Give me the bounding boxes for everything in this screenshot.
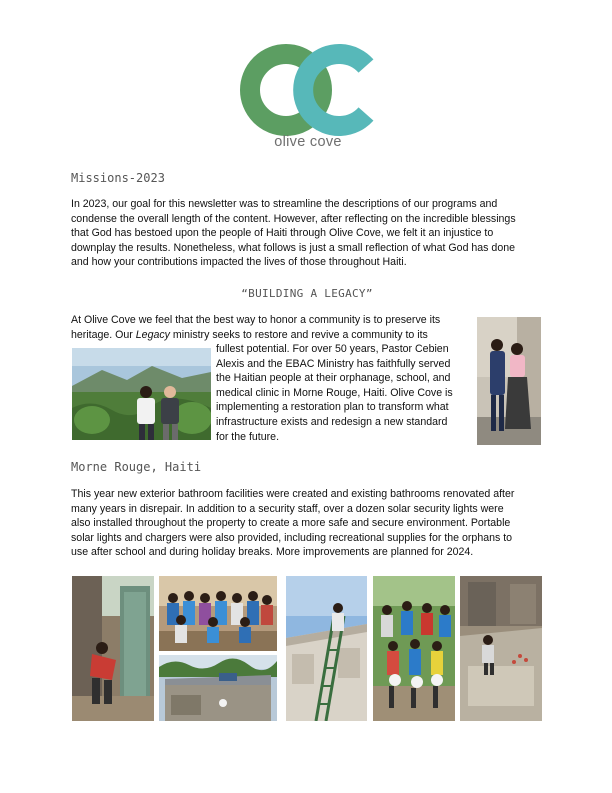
legacy-body xyxy=(216,342,472,444)
morne-rouge-line: This year new exterior bathroom facilities were created and existing bathrooms renovated after xyxy=(71,488,515,500)
legacy-line: At Olive Cove we feel that the best way to honor a community is to preserve its xyxy=(71,314,441,326)
legacy-line: medical clinic in Morne Rouge, Haiti. Olive Cove is xyxy=(216,386,453,399)
photo-pastor-and-visitor xyxy=(72,348,211,440)
morne-rouge-line: many years in disrepair. In addition to a security staff, over a dozen solar security lights were xyxy=(71,502,504,515)
intro-line: downplay the results. Nonetheless, what follows is just a small reflection of what God has done xyxy=(71,241,515,254)
intro-line: In 2023, our goal for this newsletter was to streamline the descriptions of our programs and xyxy=(71,198,498,210)
missions-intro xyxy=(71,197,551,270)
legacy-line: infrastructure exists and redesign a new standard xyxy=(216,415,448,428)
photo-pastor-couple xyxy=(477,317,541,445)
legacy-line: the Haitian people at their orphanage, school, and xyxy=(216,372,451,385)
photo-bathroom-floor xyxy=(460,576,542,721)
morne-rouge-line: use after school and during holiday breaks. More improvements are planned for 2024. xyxy=(71,546,474,559)
missions-heading: Missions-2023 xyxy=(71,171,165,185)
intro-line: condense the overall length of the content. However, after reflecting on the incredible blessings xyxy=(71,212,516,225)
photo-bathroom-construction xyxy=(72,576,154,721)
intro-line: that God has bestoed upon the people of Haiti through Olive Cove, we felt it an injustice to xyxy=(71,227,494,240)
legacy-line: implementing a restoration plan to transform what xyxy=(216,401,449,414)
legacy-line: fullest potential. For over 50 years, Pastor Cebien xyxy=(216,343,449,355)
logo-brand-text: olive cove xyxy=(274,134,342,150)
photo-solar-light-ladder xyxy=(286,576,367,721)
legacy-line: heritage. Our Legacy ministry seeks to restore and revive a community to its xyxy=(71,328,428,341)
photo-children-group xyxy=(159,576,277,651)
morne-rouge-line: also installed throughout the property to create a more safe and secure environment. Portable xyxy=(71,517,511,530)
legacy-ministry-name: Legacy xyxy=(135,328,170,341)
morne-rouge-body xyxy=(71,487,551,560)
legacy-title: “BUILDING A LEGACY” xyxy=(241,287,373,300)
legacy-intro xyxy=(71,313,471,342)
legacy-line: for the future. xyxy=(216,430,280,443)
legacy-line: Alexis and the EBAC Ministry has faithfully served xyxy=(216,357,451,370)
photo-children-soccer-balls xyxy=(373,576,455,721)
intro-line: and how your contributions impacted the lives of those throughout Haiti. xyxy=(71,256,407,269)
morne-rouge-line: solar lights and chargers were also provided, including recreational supplies for the orphans to xyxy=(71,531,513,544)
morne-rouge-heading: Morne Rouge, Haiti xyxy=(71,460,202,474)
photo-bathroom-roof xyxy=(159,655,277,721)
